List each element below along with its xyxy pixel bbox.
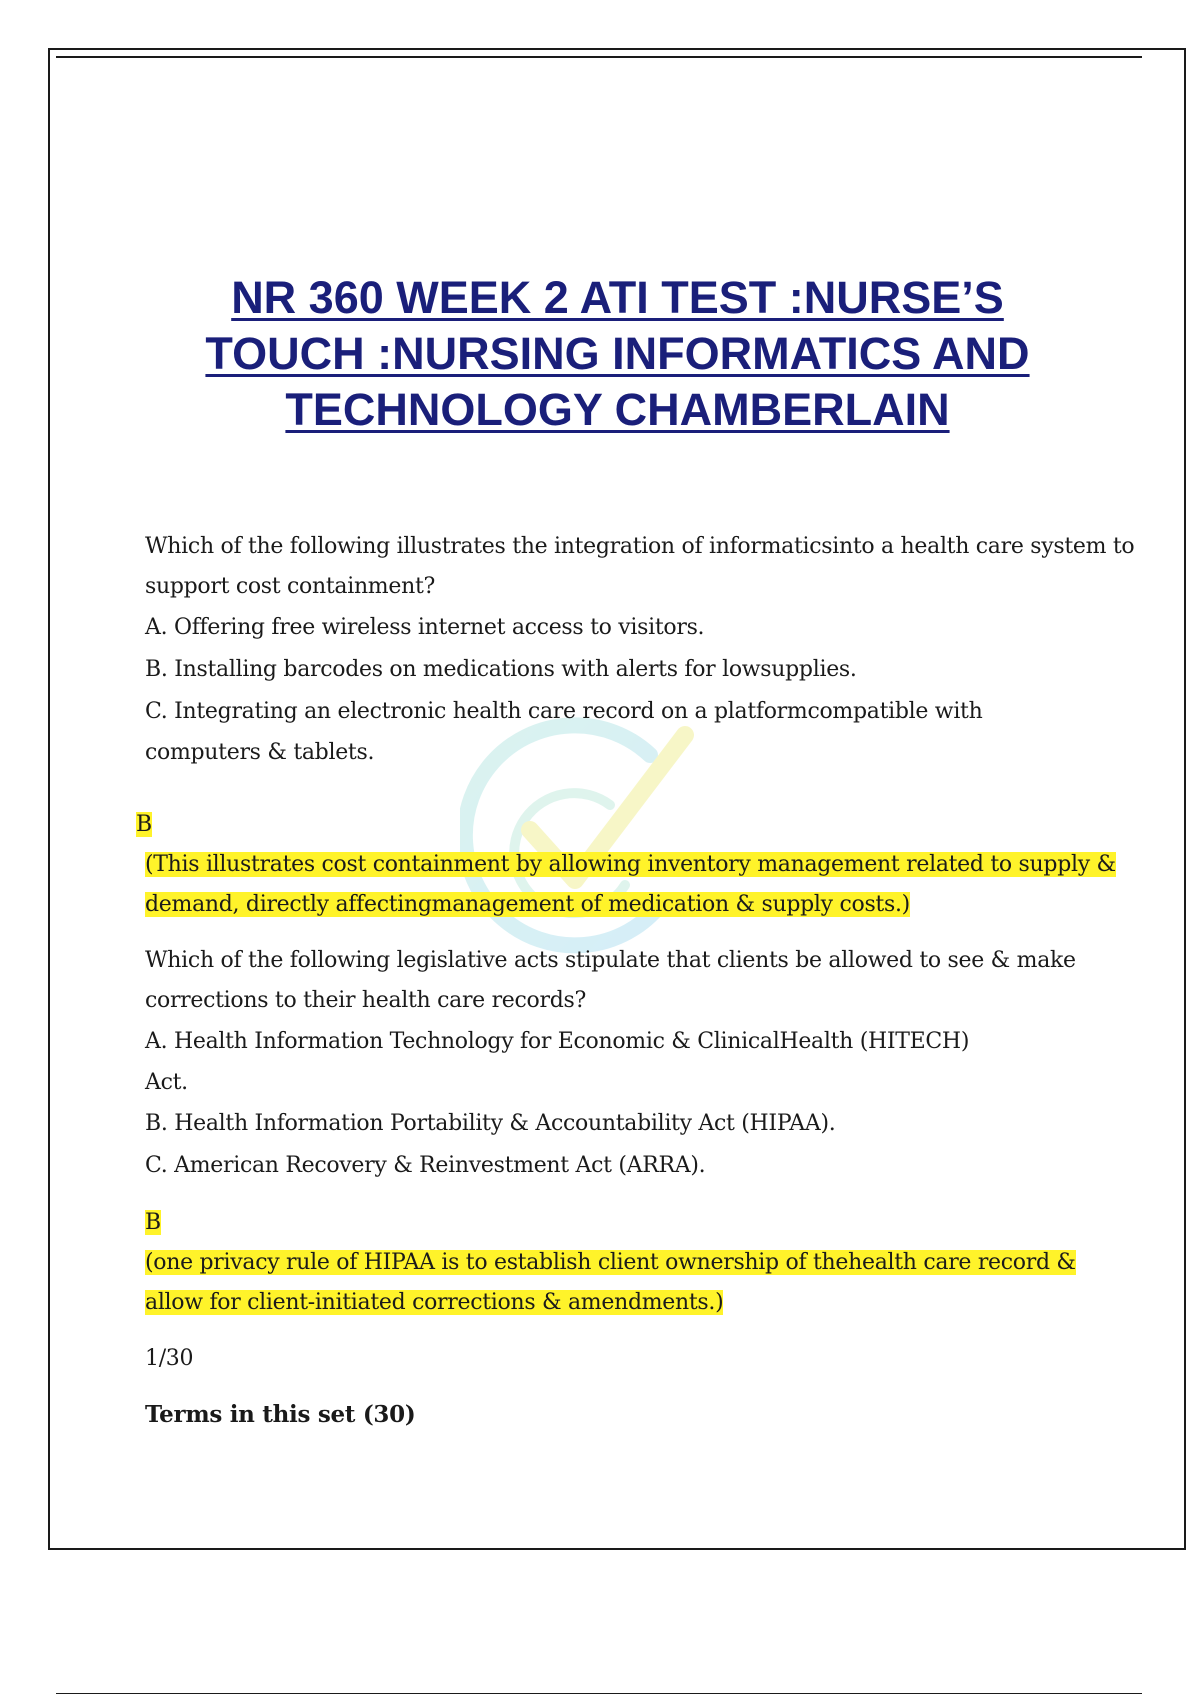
question-2-rationale-line-2: allow for client-initiated corrections & amendments.) [145, 1290, 724, 1315]
question-1-rationale-line-2: demand, directly affectingmanagement of medication & supply costs.) [145, 892, 910, 917]
top-rule-divider [56, 56, 1142, 58]
page-counter: 1/30 [145, 1346, 194, 1371]
question-1-option-b: B. Installing barcodes on medications with alerts for lowsupplies. [145, 657, 857, 682]
question-block-1 [136, 527, 1135, 925]
question-2-option-a-continuation: Act. [145, 1070, 188, 1095]
question-2-option-b: B. Health Information Portability & Accountability Act (HIPAA). [145, 1111, 836, 1136]
question-2-option-a: A. Health Information Technology for Economic & ClinicalHealth (HITECH) [145, 1029, 970, 1054]
question-1-option-c: C. Integrating an electronic health care record on a platformcompatible with [145, 699, 983, 724]
document-body [136, 527, 1135, 1435]
question-1-text-line-2: support cost containment? [145, 574, 435, 599]
question-1-option-c-continuation: computers & tablets. [145, 740, 375, 765]
question-2-option-c: C. American Recovery & Reinvestment Act (ARRA). [145, 1153, 706, 1178]
question-1-answer: B [136, 812, 152, 837]
document-title [140, 270, 1095, 438]
question-2-answer: B [145, 1210, 161, 1235]
question-1-rationale-line-1: (This illustrates cost containment by allowing inventory management related to supply & [145, 852, 1116, 877]
question-block-2 [145, 941, 1105, 1323]
question-2-text-line-1: Which of the following legislative acts stipulate that clients be allowed to see & make [145, 948, 1076, 973]
question-1-option-a: A. Offering free wireless internet access to visitors. [145, 615, 705, 640]
question-1-text-line-1: Which of the following illustrates the integration of informaticsinto a health care system to [145, 534, 1135, 559]
question-2-rationale-line-1: (one privacy rule of HIPAA is to establish client ownership of thehealth care record & [145, 1250, 1076, 1275]
title-line-1: NR 360 WEEK 2 ATI TEST :NURSE’S [231, 272, 1004, 323]
bottom-rule-divider [56, 1693, 1142, 1694]
title-line-2: TOUCH :NURSING INFORMATICS AND [205, 328, 1030, 379]
title-line-3: TECHNOLOGY CHAMBERLAIN [285, 384, 950, 435]
question-2-text-line-2: corrections to their health care records? [145, 988, 586, 1013]
terms-in-set-heading: Terms in this set (30) [145, 1401, 416, 1428]
